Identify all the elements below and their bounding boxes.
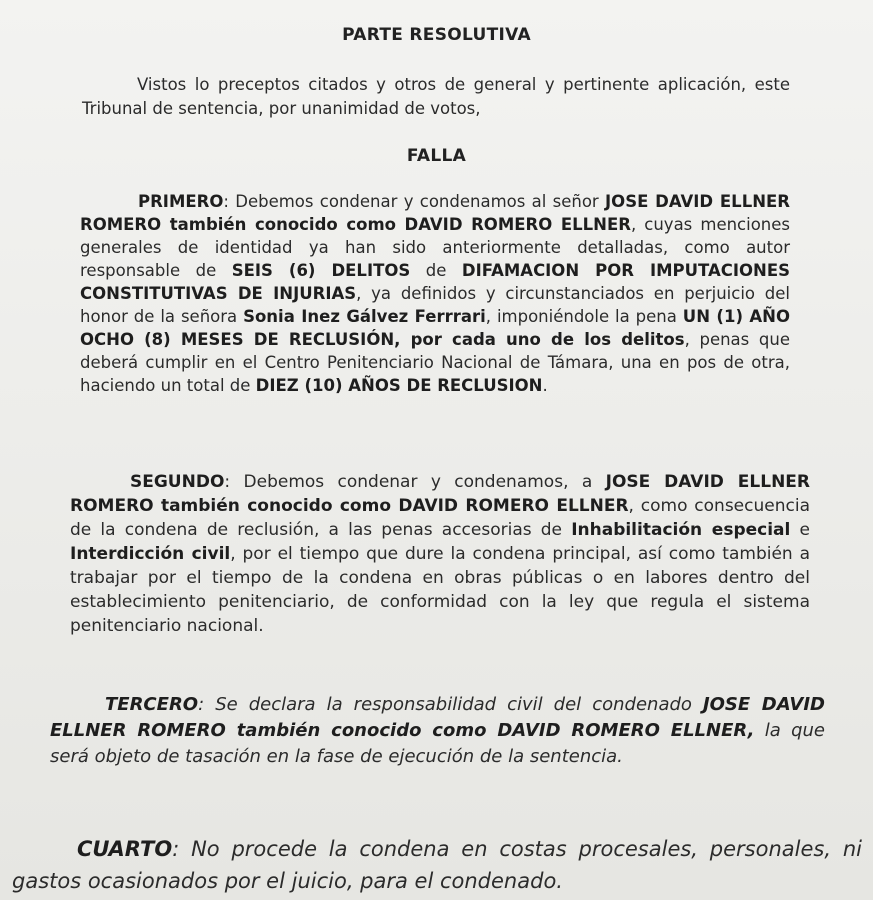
segundo-bold-2: Inhabilitación especial <box>571 520 791 540</box>
intro-paragraph: Vistos lo preceptos citados y otros de general y pertinente aplicación, este Tribunal de sentencia, por unanimidad de votos, <box>82 75 790 118</box>
primero-bold-5: UN (1) AÑO OCHO (8) MESES DE RECLUSIÓN, por cada uno de los delitos <box>80 307 791 349</box>
primero-bold-4: Sonia Inez Gálvez Ferrrari <box>243 307 486 326</box>
segundo-text-3: e <box>790 520 811 540</box>
tercero-text-1: : Se declara la responsabilidad civil del condenado <box>198 694 703 715</box>
primero-paragraph <box>80 190 790 397</box>
primero-text-2: , cuyas menciones generales de identidad ya han sido anteriormente detalladas, como autor responsable de <box>80 215 791 280</box>
primero-bold-6: DIEZ (10) AÑOS DE RECLUSION <box>255 376 543 395</box>
tercero-paragraph <box>50 692 825 770</box>
primero-text-4: , ya definidos y circunstanciados en perjuicio del honor de la señora <box>80 284 790 326</box>
primero-text-1: : Debemos condenar y condenamos al señor <box>223 192 606 211</box>
segundo-label: SEGUNDO <box>130 472 225 492</box>
segundo-paragraph <box>70 470 810 638</box>
primero-bold-3: DIFAMACION POR IMPUTACIONES CONSTITUTIVAS DE INJURIAS <box>80 261 790 303</box>
tercero-text-2: la que será objeto de tasación en la fase de ejecución de la sentencia. <box>50 720 825 767</box>
segundo-text-4: , por el tiempo que dure la condena principal, así como también a trabajar por el tiempo de la condena en obras públicas o en labores dentro del establecimiento penitenciario, de conformidad con la ley que regula el sistema penitenciario nacional. <box>70 544 810 636</box>
document-title: PARTE RESOLUTIVA <box>342 25 531 45</box>
segundo-bold-1: JOSE DAVID ELLNER ROMERO también conocido como DAVID ROMERO ELLNER <box>70 472 810 516</box>
primero-bold-2: SEIS (6) DELITOS <box>231 261 411 280</box>
tercero-label: TERCERO <box>105 694 199 715</box>
primero-label: PRIMERO <box>138 192 224 211</box>
primero-bold-1: JOSE DAVID ELLNER ROMERO también conocido como DAVID ROMERO ELLNER <box>80 192 790 234</box>
falla-heading: FALLA <box>406 146 467 166</box>
segundo-bold-3: Interdicción civil <box>70 544 231 564</box>
cuarto-label: CUARTO <box>77 837 173 861</box>
segundo-text-1: : Debemos condenar y condenamos, a <box>224 472 606 492</box>
primero-text-3: de <box>410 261 462 280</box>
cuarto-text-1: : No procede la condena en costas procesales, personales, ni gastos ocasionados por el juicio, para el condenado. <box>12 837 862 893</box>
primero-text-6: , penas que deberá cumplir en el Centro Penitenciario Nacional de Támara, una en pos de otra, haciendo un total de <box>80 330 791 395</box>
cuarto-paragraph <box>12 833 862 897</box>
tercero-bold-1: JOSE DAVID ELLNER ROMERO también conocido como DAVID ROMERO ELLNER, <box>50 694 825 741</box>
segundo-text-2: , como consecuencia de la condena de reclusión, a las penas accesorias de <box>70 496 810 540</box>
primero-text-7: . <box>542 376 548 395</box>
primero-text-5: , imponiéndole la pena <box>485 307 683 326</box>
